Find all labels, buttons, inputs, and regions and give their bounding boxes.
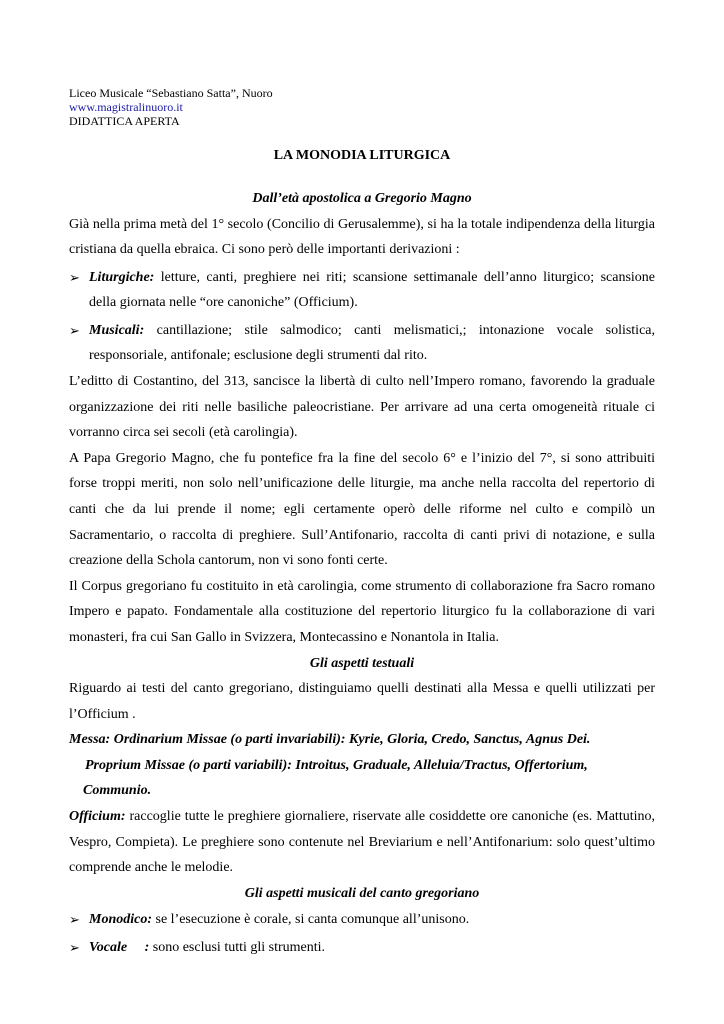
header-block: [69, 86, 655, 128]
paragraph-costantino: L’editto di Costantino, del 313, sancisce la libertà di culto nell’Impero romano, favorendo la graduale organizzazione dei riti nelle basiliche paleocristiane. Per arrivare ad una certa omogeneità rituale ci vorranno circa sei secoli (età carolingia).: [69, 374, 655, 441]
officium-text: raccoglie tutte le preghiere giornaliere, riservate alle cosiddette ore canoniche (es. Mattutino, Vespro, Compieta). Le preghiere sono contenute nel Breviarium e nell’Antifonarium: solo quest’ultimo comprende anche le melodie.: [69, 809, 655, 876]
bullet-monodico: [69, 906, 655, 934]
officium-label: Officium:: [69, 809, 126, 825]
bullet-text: cantillazione; stile salmodico; canti melismatici,; intonazione vocale solistica, responsoriale, antifonale; esclusione degli strumenti dal rito.: [89, 322, 655, 364]
paragraph-officium: [69, 804, 655, 881]
paragraph-gregorio: A Papa Gregorio Magno, che fu pontefice fra la fine del secolo 6° e l’inizio del 7°, si sono attribuiti forse troppi meriti, non solo nell’unificazione delle liturgie, ma anche nella raccolta del repertorio di canti che da lui prende il nome; egli certamente operò delle riforme nel culto e compilò un Sacramentario, o raccolta di preghiere. Sull’Antifonario, raccolta di canti privi di notazione, e sulla creazione della Schola cantorum, non vi sono fonti certe.: [69, 450, 655, 569]
bullet-text: letture, canti, preghiere nei riti; scansione settimanale dell’anno liturgico; scansione della giornata nelle “ore canoniche” (Officium).: [89, 269, 655, 311]
section-label: DIDATTICA APERTA: [69, 114, 180, 128]
bullet-label: Vocale :: [89, 940, 150, 956]
website-link[interactable]: www.magistralinuoro.it: [69, 100, 183, 114]
messa-proprium-cont: Communio.: [83, 783, 152, 799]
messa-ordinarium: Messa: Ordinarium Missae (o parti invariabili): Kyrie, Gloria, Credo, Sanctus, Agnus Dei.: [69, 732, 591, 748]
bullet-text: sono esclusi tutti gli strumenti.: [149, 940, 326, 956]
bullet-musicali: [69, 318, 655, 369]
paragraph-texts: Riguardo ai testi del canto gregoriano, distinguiamo quelli destinati alla Messa e quelli utilizzati per l’Officium .: [69, 681, 655, 722]
subtitle-musical-aspects: Gli aspetti musicali del canto gregoriano: [244, 885, 480, 901]
bullet-vocale: [69, 934, 655, 962]
arrow-bullet-icon: ➢: [69, 940, 80, 956]
bullet-text: se l’esecuzione è corale, si canta comunque all’unisono.: [152, 912, 470, 928]
messa-proprium: Proprium Missae (o parti variabili): Introitus, Graduale, Alleluia/Tractus, Offertorium,: [85, 757, 588, 773]
bullet-label: Monodico:: [89, 912, 152, 928]
bullet-label: Musicali:: [89, 322, 145, 338]
bullet-label: Liturgiche:: [89, 269, 155, 285]
document-title: LA MONODIA LITURGICA: [273, 148, 451, 163]
subtitle-apostolic-age: Dall’età apostolica a Gregorio Magno: [252, 191, 472, 206]
subtitle-textual-aspects: Gli aspetti testuali: [309, 655, 415, 671]
arrow-bullet-icon: ➢: [69, 322, 80, 338]
arrow-bullet-icon: ➢: [69, 912, 80, 928]
arrow-bullet-icon: ➢: [69, 269, 80, 285]
paragraph-intro: Già nella prima metà del 1° secolo (Concilio di Gerusalemme), si ha la totale indipendenza della liturgia cristiana da quella ebraica. Ci sono però delle importanti derivazioni :: [69, 216, 655, 258]
school-name: Liceo Musicale “Sebastiano Satta”, Nuoro: [69, 86, 273, 100]
bullet-liturgiche: [69, 265, 655, 316]
paragraph-corpus: Il Corpus gregoriano fu costituito in età carolingia, come strumento di collaborazione fra Sacro romano Impero e papato. Fondamentale alla costituzione del repertorio liturgico fu la collaborazione di vari monasteri, fra cui San Gallo in Svizzera, Montecassino e Nonantola in Italia.: [69, 578, 655, 645]
document-page: [69, 86, 655, 962]
